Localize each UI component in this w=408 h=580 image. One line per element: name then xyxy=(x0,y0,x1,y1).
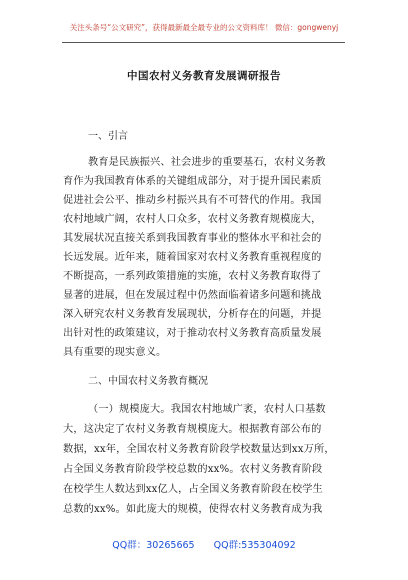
qq-group-label: QQ群:535304092 xyxy=(213,540,296,551)
qq-group-label: QQ群：30265665 xyxy=(112,540,195,551)
header-banner: 关注头条号“公文研究”，获得最新最全最专业的公文资料库！ 微信：gongwenyj xyxy=(69,23,339,32)
paragraph-line: （一）规模庞大。我国农村地域广袤，农村人口基数 xyxy=(88,404,326,415)
document-title: 中国农村义务教育发展调研报告 xyxy=(127,70,281,82)
paragraph-line: 出针对性的政策建议，对于推动农村义务教育高质量发展 xyxy=(63,328,322,339)
paragraph-line: 深入研究农村义务教育发展现状，分析存在的问题，并提 xyxy=(63,309,322,320)
section-heading-overview: 二、中国农村义务教育概况 xyxy=(88,376,208,387)
footer-contacts xyxy=(0,537,408,551)
paragraph-line: 长远发展。近年来，随着国家对农村义务教育重视程度的 xyxy=(63,252,322,263)
paragraph-line: 其发展状况直接关系到我国教育事业的整体水平和社会的 xyxy=(63,233,322,244)
paragraph-line: 占全国义务教育阶段学校总数的xx%。农村义务教育阶段 xyxy=(63,464,323,475)
paragraph-line: 显著的进展，但在发展过程中仍然面临着诸多问题和挑战 xyxy=(63,290,322,301)
paragraph-line: 具有重要的现实意义。 xyxy=(63,347,167,358)
paragraph-line: 不断提高，一系列政策措施的实施，农村义务教育取得了 xyxy=(63,271,322,282)
paragraph-line: 教育是民族振兴、社会进步的重要基石，农村义务教 xyxy=(88,157,326,168)
paragraph-line: 促进社会公平、推动乡村振兴具有不可替代的作用。我国 xyxy=(63,195,322,206)
paragraph-line: 在校学生人数达到xx亿人，占全国义务教育阶段在校学生 xyxy=(63,484,323,495)
paragraph-line: 总数的xx%。如此庞大的规模，使得农村义务教育成为我 xyxy=(63,504,323,515)
paragraph-line: 数据，xx年，全国农村义务教育阶段学校数量达到xx万所， xyxy=(63,444,335,455)
section-heading-introduction: 一、引言 xyxy=(88,131,128,142)
paragraph-line: 农村地域广阔，农村人口众多，农村义务教育规模庞大， xyxy=(63,214,322,225)
paragraph-line: 大，这决定了农村义务教育规模庞大。根据教育部公布的 xyxy=(63,424,322,435)
header-divider xyxy=(62,42,345,43)
paragraph-line: 育作为我国教育体系的关键组成部分，对于提升国民素质 xyxy=(63,176,322,187)
